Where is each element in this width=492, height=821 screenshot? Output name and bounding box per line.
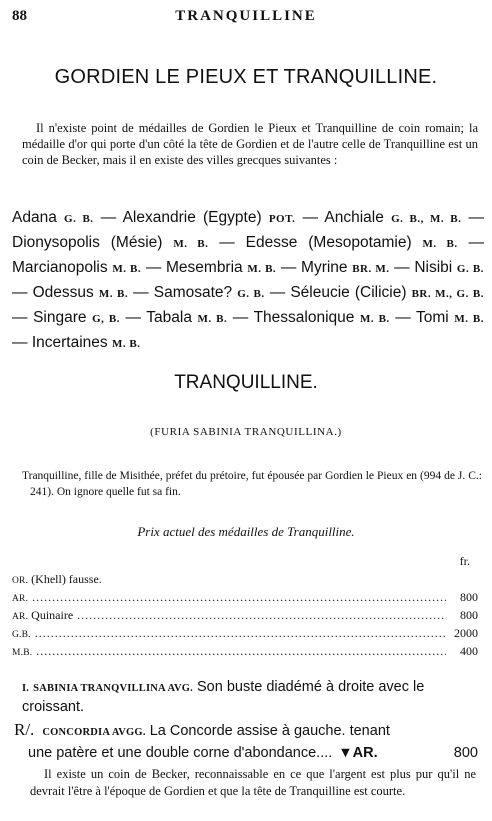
- price-value: 400: [460, 644, 478, 658]
- coin-description: Son buste diadémé à droite avec le croissant.: [22, 679, 425, 715]
- city-module: G. B.: [237, 288, 265, 300]
- metal-abbrev: AR.: [12, 612, 29, 622]
- city-name: Incertaines: [31, 334, 108, 351]
- reverse-metal: ▼AR.: [338, 745, 378, 761]
- leader-dots: [35, 626, 446, 641]
- city-name: Adana: [12, 209, 57, 226]
- price-label: [12, 572, 102, 587]
- running-title: TRANQUILLINE: [175, 8, 317, 24]
- city-module: G, B.: [92, 313, 120, 325]
- price-row: [12, 626, 478, 644]
- leader-dots: [32, 590, 446, 605]
- city-name: Singare: [33, 309, 87, 326]
- city-name: Tabala: [146, 309, 192, 326]
- city-module: M. B.: [454, 313, 485, 325]
- city-name: Edesse (Mesopotamie): [245, 234, 412, 251]
- price-value: 800: [460, 590, 478, 604]
- section-title-gordien: GORDIEN LE PIEUX ET TRANQUILLINE.: [54, 66, 438, 88]
- price-row: [12, 644, 478, 662]
- metal-abbrev: M.B.: [12, 648, 33, 658]
- coin-reverse-entry: [14, 720, 478, 763]
- city-module: G. B.: [456, 263, 484, 275]
- city-module: M. B.: [359, 313, 390, 325]
- city-entry: [414, 259, 484, 276]
- section-title-tranquilline: TRANQUILLINE.: [174, 372, 318, 393]
- price-desc: Quinaire: [28, 608, 74, 622]
- city-module: M. B.: [173, 238, 209, 250]
- city-entry: [324, 209, 461, 226]
- coin-entry-1: [22, 678, 476, 716]
- city-module: G. B.: [64, 213, 94, 225]
- page-number: 88: [12, 8, 27, 24]
- price-desc: (Khell) fausse.: [28, 572, 102, 586]
- city-entry: [166, 259, 276, 276]
- city-entry: [12, 209, 94, 226]
- price-label: [12, 608, 73, 623]
- currency-unit: fr.: [459, 554, 470, 568]
- city-entry: [290, 284, 484, 301]
- reverse-symbol: R/.: [14, 720, 35, 739]
- city-name: Odessus: [32, 284, 94, 301]
- city-module: BR. M.: [352, 263, 390, 275]
- city-module: G. B., M. B.: [391, 213, 462, 225]
- city-name: Tomi: [416, 309, 449, 326]
- city-entry: [254, 309, 390, 326]
- city-module: POT.: [268, 213, 296, 225]
- city-name: Marcianopolis: [12, 259, 108, 276]
- price-row: [12, 608, 478, 626]
- biography-paragraph: Tranquilline, fille de Misithée, préfet du prétoire, fut épousée par Gordien le Pieux en (994 de J. C.: 241). On ignore quelle fut sa fin.: [22, 470, 482, 498]
- price-value: 800: [460, 608, 478, 622]
- city-module: M. B.: [111, 338, 141, 350]
- city-list: Adana G. B. — Alexandrie (Egypte) POT. — Anchiale G. B., M. B. — Dionysopolis (Mésie) M. B. — Edesse (Mesopotamie) M. B. — Marcianopolis M. B. — Mesembria M. B. — Myrine BR. M. — Nisibi G. B. — Odessus M. B. — Samosate? G. B. — Séleucie (Cilicie) BR. M., G. B. — Singare G, B. — Tabala M. B. — Thessalonique M. B. — Tomi M. B. — Incertaines M. B.: [12, 209, 485, 351]
- intro-paragraph: Il n'existe point de médailles de Gordien le Pieux et Tranquilline de coin romain; la médaille d'or qui porte d'un côté la tête de Gordien et de l'autre celle de Tranquilline est un coin de Becker, mais il en existe des villes grecques suivantes :: [22, 121, 478, 167]
- city-module: M. B.: [422, 238, 458, 250]
- city-name: Séleucie (Cilicie): [290, 284, 407, 301]
- city-entry: [12, 234, 208, 251]
- coin-number: I.: [22, 683, 30, 694]
- city-module: M. B.: [112, 263, 142, 275]
- price-value: 2000: [454, 626, 478, 640]
- city-entry: [301, 259, 389, 276]
- price-label: [12, 590, 28, 605]
- city-name: Myrine: [301, 259, 348, 276]
- price-label: [12, 644, 32, 659]
- city-entry: [32, 334, 141, 351]
- reverse-legend: CONCORDIA AVGG.: [42, 727, 146, 738]
- city-name: Dionysopolis (Mésie): [12, 234, 163, 251]
- reverse-description-line1: La Concorde assise à gauche. tenant: [149, 723, 390, 739]
- metal-abbrev: G.B.: [12, 630, 31, 640]
- city-entry: [123, 209, 296, 226]
- city-module: BR. M., G. B.: [411, 288, 484, 300]
- metal-abbrev: AR.: [12, 594, 29, 604]
- price-row: [12, 572, 478, 590]
- city-name: Mesembria: [166, 259, 243, 276]
- city-name: Nisibi: [414, 259, 453, 276]
- city-module: M. B.: [247, 263, 277, 275]
- city-name: Alexandrie (Egypte): [122, 209, 262, 226]
- full-name-subtitle: (FURIA SABINIA TRANQUILLINA.): [150, 426, 342, 438]
- city-name: Samosate?: [153, 284, 233, 301]
- price-heading: Prix actuel des médailles de Tranquilline.: [137, 524, 355, 539]
- becker-note: Il existe un coin de Becker, reconnaissable en ce que l'argent est plus pur qu'il ne devrait l'être à l'époque de Gordien et que la tête de Tranquilline est courte.: [30, 767, 476, 798]
- city-name: Thessalonique: [253, 309, 355, 326]
- city-module: M. B.: [98, 288, 129, 300]
- city-entry: [416, 309, 484, 326]
- city-entry: [12, 259, 141, 276]
- reverse-description-line2: une patère et une double corne d'abondance....: [28, 745, 333, 761]
- leader-dots: [77, 608, 446, 623]
- metal-abbrev: OR.: [12, 576, 29, 586]
- city-entry: [33, 309, 120, 326]
- reverse-price: 800: [453, 745, 478, 761]
- city-entry: [154, 284, 265, 301]
- city-entry: [146, 309, 227, 326]
- price-label: [12, 626, 31, 641]
- price-row: [12, 590, 478, 608]
- city-entry: [33, 284, 129, 301]
- city-entry: [246, 234, 458, 251]
- coin-legend: SABINIA TRANQVILLINA AVG.: [33, 683, 193, 694]
- city-name: Anchiale: [324, 209, 384, 226]
- leader-dots: [36, 644, 446, 659]
- city-module: M. B.: [197, 313, 228, 325]
